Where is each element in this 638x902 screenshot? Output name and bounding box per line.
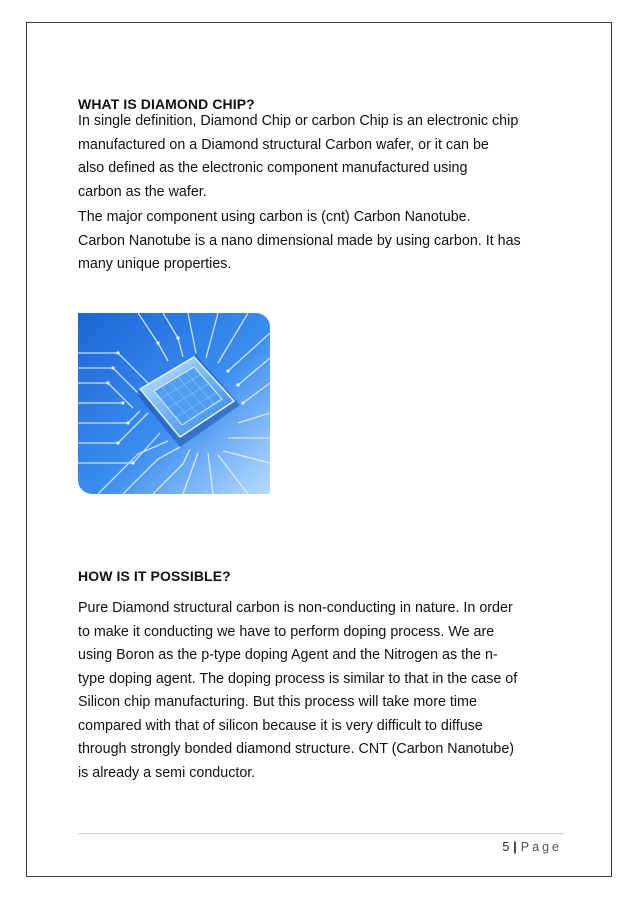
text-line: to make it conducting we have to perform doping process. We are [78,623,495,640]
paragraph-carbon-nanotube [78,206,568,277]
text-line: through strongly bonded diamond structure. CNT (Carbon Nanotube) [78,741,515,757]
text-line: is already a semi conductor. [78,764,256,781]
text-line: Carbon Nanotube is a nano dimensional made by using carbon. It has [78,232,521,249]
text-line: In single definition, Diamond Chip or carbon Chip is an electronic chip [78,113,519,129]
text-line: many unique properties. [78,256,232,272]
text-line: Silicon chip manufacturing. But this process will take more time [78,694,477,710]
text-line: type doping agent. The doping process is similar to that in the case of [78,670,518,687]
text-line: using Boron as the p-type doping Agent and the Nitrogen as the n- [78,647,498,663]
text-line: manufactured on a Diamond structural Carbon wafer, or it can be [78,136,489,153]
text-line: carbon as the wafer. [78,183,207,200]
page-label: Page [520,840,562,854]
footer-separator: | [513,840,517,854]
page-number: 5 [502,840,510,854]
text-line: also defined as the electronic component manufactured using [78,160,468,176]
heading-what-is-diamond-chip: WHAT IS DIAMOND CHIP? [78,96,255,112]
chip-image [78,313,270,494]
paragraph-definition [78,110,568,204]
footer-divider [78,833,564,834]
chip-illustration [78,313,270,494]
text-line: Pure Diamond structural carbon is non-conducting in nature. In order [78,600,513,616]
heading-how-is-it-possible: HOW IS IT POSSIBLE? [78,568,231,584]
text-line: The major component using carbon is (cnt) Carbon Nanotube. [78,209,471,225]
paragraph-doping [78,597,568,785]
page-footer [502,840,562,854]
text-line: compared with that of silicon because it is very difficult to diffuse [78,717,483,734]
